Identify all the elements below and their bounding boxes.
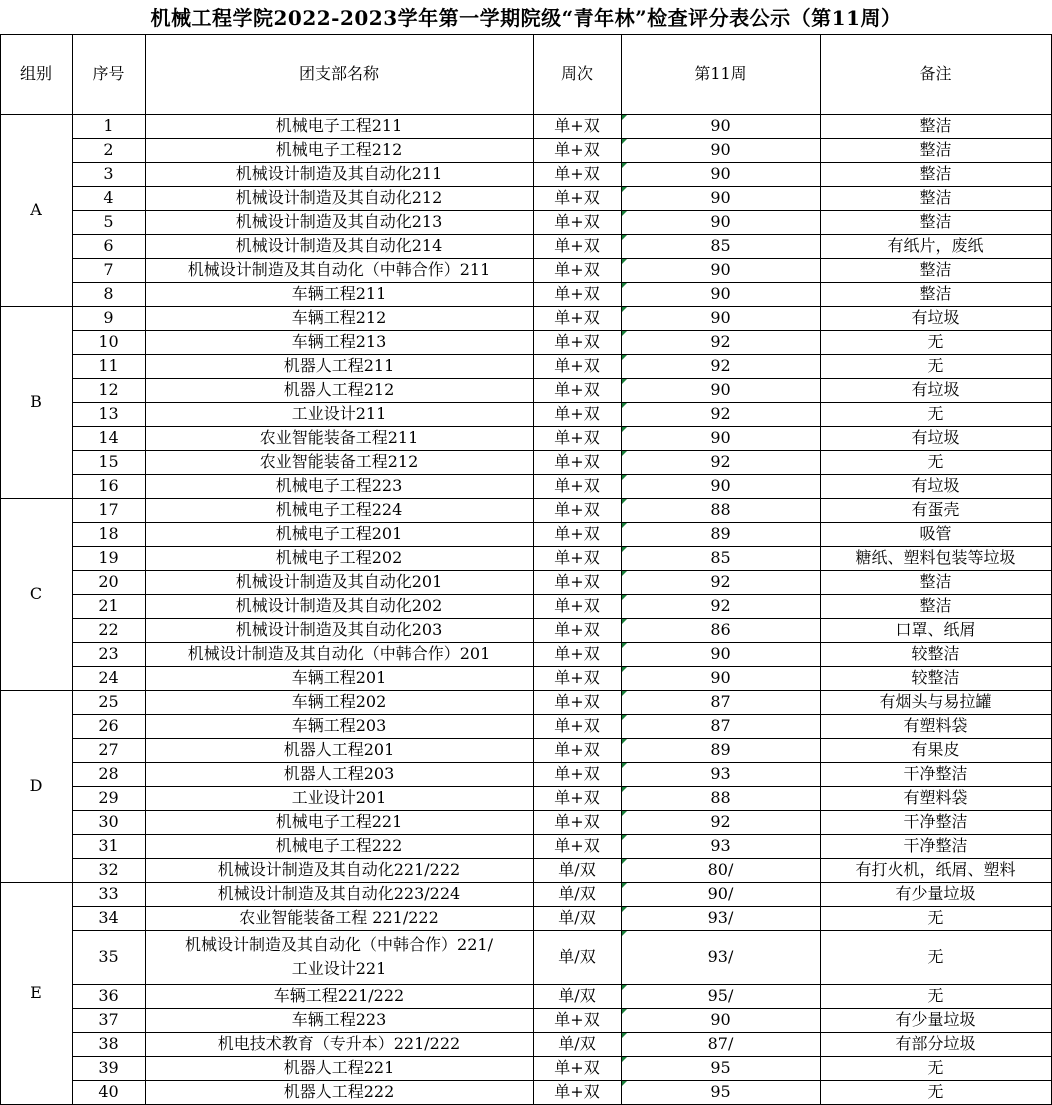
- week-type: 单+双: [554, 452, 600, 471]
- cell-indicator: [622, 283, 627, 288]
- week-type: 单+双: [554, 644, 600, 663]
- week-type: 单+双: [554, 596, 600, 615]
- row-number: 18: [98, 524, 119, 543]
- group-label: E: [30, 983, 42, 1002]
- score-week-11: 92: [710, 332, 731, 351]
- branch-name: 车辆工程223: [291, 1010, 387, 1029]
- row-number: 36: [98, 986, 119, 1005]
- row-number: 22: [98, 620, 119, 639]
- cell-indicator: [622, 523, 627, 528]
- cell-indicator: [622, 331, 627, 336]
- remark: 有垃圾: [911, 476, 960, 495]
- week-type: 单/双: [558, 986, 596, 1005]
- week-type: 单+双: [554, 260, 600, 279]
- remark: 有垃圾: [911, 308, 960, 327]
- row-number: 6: [103, 236, 114, 255]
- row-number: 26: [98, 716, 119, 735]
- remark: 糖纸、塑料包装等垃圾: [855, 548, 1016, 567]
- week-type: 单+双: [554, 212, 600, 231]
- cell-indicator: [622, 211, 627, 216]
- row-number: 32: [98, 860, 119, 879]
- score-week-11: 90: [710, 668, 731, 687]
- row-number: 34: [98, 908, 119, 927]
- row-number: 16: [98, 476, 119, 495]
- row-number: 4: [103, 188, 114, 207]
- cell-indicator: [622, 691, 627, 696]
- score-week-11: 92: [710, 452, 731, 471]
- week-type: 单+双: [554, 356, 600, 375]
- branch-name: 机械设计制造及其自动化（中韩合作）201: [187, 644, 491, 663]
- branch-name: 机械设计制造及其自动化202: [235, 596, 443, 615]
- remark: 有蛋壳: [911, 500, 960, 519]
- cell-indicator: [622, 787, 627, 792]
- remark: 无: [927, 1058, 944, 1077]
- score-week-11: 93/: [707, 908, 734, 927]
- cell-indicator: [622, 139, 627, 144]
- remark: 无: [927, 947, 944, 966]
- row-number: 12: [98, 380, 119, 399]
- week-type: 单+双: [554, 716, 600, 735]
- row-number: 10: [98, 332, 119, 351]
- score-week-11: 90: [710, 164, 731, 183]
- remark: 口罩、纸屑: [895, 620, 976, 639]
- row-number: 19: [98, 548, 119, 567]
- score-week-11: 80/: [707, 860, 734, 879]
- score-week-11: 90: [710, 284, 731, 303]
- row-number: 24: [98, 668, 119, 687]
- score-week-11: 90/: [707, 884, 734, 903]
- group-label: A: [30, 200, 42, 219]
- row-number: 9: [103, 308, 114, 327]
- week-type: 单/双: [558, 947, 596, 966]
- branch-name: 机械设计制造及其自动化（中韩合作）211: [187, 260, 491, 279]
- remark: 整洁: [919, 164, 952, 183]
- branch-name: 机械设计制造及其自动化214: [235, 236, 443, 255]
- week-type: 单+双: [554, 764, 600, 783]
- branch-name: 机械设计制造及其自动化201: [235, 572, 443, 591]
- row-number: 11: [98, 356, 119, 375]
- remark: 吸管: [919, 524, 952, 543]
- remark: 有纸片，废纸: [887, 236, 984, 255]
- branch-name: 机器人工程221: [283, 1058, 395, 1077]
- week-type: 单+双: [554, 692, 600, 711]
- grid-line: [0, 34, 1052, 35]
- cell-indicator: [622, 619, 627, 624]
- cell-indicator: [622, 499, 627, 504]
- score-week-11: 87: [710, 692, 731, 711]
- score-week-11: 90: [710, 476, 731, 495]
- score-week-11: 88: [710, 788, 731, 807]
- group-label: B: [30, 392, 42, 411]
- remark: 整洁: [919, 284, 952, 303]
- row-number: 21: [98, 596, 119, 615]
- cell-indicator: [622, 907, 627, 912]
- cell-indicator: [622, 451, 627, 456]
- week-type: 单+双: [554, 740, 600, 759]
- cell-indicator: [622, 763, 627, 768]
- week-type: 单+双: [554, 284, 600, 303]
- week-type: 单+双: [554, 668, 600, 687]
- remark: 干净整洁: [903, 764, 968, 783]
- branch-name: 机械电子工程212: [275, 140, 403, 159]
- row-number: 20: [98, 572, 119, 591]
- cell-indicator: [622, 475, 627, 480]
- branch-name: 机电技术教育（专升本）221/222: [217, 1034, 461, 1053]
- branch-name: 机器人工程203: [283, 764, 395, 783]
- branch-name: 车辆工程212: [291, 308, 387, 327]
- row-number: 14: [98, 428, 119, 447]
- score-week-11: 95/: [707, 986, 734, 1005]
- group-label: C: [29, 584, 43, 603]
- row-number: 35: [98, 947, 119, 966]
- branch-name: [145, 930, 533, 984]
- sheet-title: 机械工程学院2022-2023学年第一学期院级“青年林”检查评分表公示（第11周）: [150, 6, 902, 30]
- score-week-11: 93: [710, 764, 731, 783]
- remark: 无: [927, 356, 944, 375]
- cell-indicator: [622, 355, 627, 360]
- cell-indicator: [622, 739, 627, 744]
- grid-line: [0, 34, 1, 1104]
- cell-indicator: [622, 883, 627, 888]
- remark: 整洁: [919, 260, 952, 279]
- score-week-11: 92: [710, 812, 731, 831]
- week-type: 单/双: [558, 908, 596, 927]
- week-type: 单+双: [554, 308, 600, 327]
- cell-indicator: [622, 667, 627, 672]
- grid-line: [621, 34, 622, 1104]
- remark: 干净整洁: [903, 836, 968, 855]
- branch-name: 工业设计201: [291, 788, 387, 807]
- week-type: 单/双: [558, 1034, 596, 1053]
- score-week-11: 90: [710, 116, 731, 135]
- branch-name: 机械电子工程211: [275, 116, 403, 135]
- cell-indicator: [622, 571, 627, 576]
- branch-name: 机械电子工程221: [275, 812, 403, 831]
- grid-line: [72, 34, 73, 1104]
- week-type: 单+双: [554, 164, 600, 183]
- week-type: 单+双: [554, 140, 600, 159]
- branch-name: 机械设计制造及其自动化221/222: [217, 860, 461, 879]
- cell-indicator: [622, 163, 627, 168]
- row-number: 13: [98, 404, 119, 423]
- score-week-11: 93/: [707, 947, 734, 966]
- remark: 整洁: [919, 596, 952, 615]
- branch-name-line-1: 机械设计制造及其自动化（中韩合作）221/: [185, 935, 493, 954]
- cell-indicator: [622, 187, 627, 192]
- week-type: 单+双: [554, 1082, 600, 1101]
- branch-name: 机械电子工程222: [275, 836, 403, 855]
- remark: 无: [927, 404, 944, 423]
- week-type: 单+双: [554, 428, 600, 447]
- score-week-11: 92: [710, 356, 731, 375]
- remark: 有垃圾: [911, 380, 960, 399]
- week-type: 单+双: [554, 404, 600, 423]
- row-number: 27: [98, 740, 119, 759]
- row-number: 28: [98, 764, 119, 783]
- row-number: 40: [98, 1082, 119, 1101]
- remark: 有烟头与易拉罐: [879, 692, 992, 711]
- week-type: 单+双: [554, 116, 600, 135]
- cell-indicator: [622, 1033, 627, 1038]
- remark: 无: [927, 908, 944, 927]
- branch-name: 机械电子工程201: [275, 524, 403, 543]
- row-number: 2: [103, 140, 114, 159]
- week-type: 单+双: [554, 332, 600, 351]
- score-week-11: 90: [710, 380, 731, 399]
- score-week-11: 90: [710, 212, 731, 231]
- header-week-type: 周次: [560, 64, 593, 83]
- row-number: 5: [103, 212, 114, 231]
- group-label: D: [29, 776, 43, 795]
- remark: 有少量垃圾: [895, 1010, 976, 1029]
- score-week-11: 95: [710, 1082, 731, 1101]
- score-week-11: 90: [710, 308, 731, 327]
- branch-name: 车辆工程201: [291, 668, 387, 687]
- remark: 较整洁: [911, 668, 960, 687]
- branch-name: 车辆工程203: [291, 716, 387, 735]
- branch-name: 机器人工程211: [283, 356, 395, 375]
- remark: 无: [927, 452, 944, 471]
- week-type: 单+双: [554, 548, 600, 567]
- week-type: 单+双: [554, 476, 600, 495]
- row-number: 38: [98, 1034, 119, 1053]
- remark: 整洁: [919, 212, 952, 231]
- row-number: 25: [98, 692, 119, 711]
- row-number: 8: [103, 284, 114, 303]
- branch-name: 农业智能装备工程212: [259, 452, 419, 471]
- week-type: 单+双: [554, 188, 600, 207]
- cell-indicator: [622, 643, 627, 648]
- week-type: 单+双: [554, 380, 600, 399]
- remark: 有塑料袋: [903, 716, 968, 735]
- week-type: 单/双: [558, 860, 596, 879]
- remark: 有少量垃圾: [895, 884, 976, 903]
- score-week-11: 85: [710, 548, 731, 567]
- cell-indicator: [622, 1009, 627, 1014]
- remark: 有部分垃圾: [895, 1034, 976, 1053]
- week-type: 单+双: [554, 236, 600, 255]
- week-type: 单+双: [554, 572, 600, 591]
- cell-indicator: [622, 403, 627, 408]
- cell-indicator: [622, 427, 627, 432]
- grid-line: [820, 34, 821, 1104]
- branch-name: 机器人工程201: [283, 740, 395, 759]
- branch-name: 机械电子工程202: [275, 548, 403, 567]
- cell-indicator: [622, 931, 627, 936]
- week-type: 单+双: [554, 788, 600, 807]
- score-week-11: 87/: [707, 1034, 734, 1053]
- branch-name-line-2: 工业设计221: [291, 959, 387, 978]
- score-week-11: 92: [710, 404, 731, 423]
- row-number: 1: [103, 116, 114, 135]
- cell-indicator: [622, 235, 627, 240]
- header-no: 序号: [92, 64, 125, 83]
- remark: 干净整洁: [903, 812, 968, 831]
- row-number: 7: [103, 260, 114, 279]
- branch-name: 车辆工程202: [291, 692, 387, 711]
- branch-name: 机械设计制造及其自动化211: [235, 164, 443, 183]
- remark: 较整洁: [911, 644, 960, 663]
- cell-indicator: [622, 115, 627, 120]
- branch-name: 农业智能装备工程211: [259, 428, 419, 447]
- score-week-11: 90: [710, 428, 731, 447]
- score-week-11: 90: [710, 1010, 731, 1029]
- branch-name: 车辆工程213: [291, 332, 387, 351]
- branch-name: 机械设计制造及其自动化223/224: [217, 884, 461, 903]
- branch-name: 机器人工程212: [283, 380, 395, 399]
- score-week-11: 89: [710, 740, 731, 759]
- row-number: 33: [98, 884, 119, 903]
- week-type: 单/双: [558, 884, 596, 903]
- score-week-11: 90: [710, 140, 731, 159]
- header-branch: 团支部名称: [298, 64, 379, 83]
- week-type: 单+双: [554, 524, 600, 543]
- row-number: 3: [103, 164, 114, 183]
- remark: 无: [927, 986, 944, 1005]
- cell-indicator: [622, 379, 627, 384]
- cell-indicator: [622, 715, 627, 720]
- week-type: 单+双: [554, 620, 600, 639]
- score-week-11: 90: [710, 644, 731, 663]
- row-number: 31: [98, 836, 119, 855]
- cell-indicator: [622, 259, 627, 264]
- remark: 有果皮: [911, 740, 960, 759]
- score-week-11: 89: [710, 524, 731, 543]
- branch-name: 车辆工程211: [291, 284, 387, 303]
- remark: 无: [927, 1082, 944, 1101]
- remark: 整洁: [919, 140, 952, 159]
- week-type: 单+双: [554, 1058, 600, 1077]
- branch-name: 车辆工程221/222: [273, 986, 405, 1005]
- score-week-11: 90: [710, 188, 731, 207]
- remark: 有塑料袋: [903, 788, 968, 807]
- remark: 整洁: [919, 188, 952, 207]
- branch-name: 机器人工程222: [283, 1082, 395, 1101]
- header-week11: 第11周: [694, 64, 747, 83]
- branch-name: 机械设计制造及其自动化213: [235, 212, 443, 231]
- score-week-11: 86: [710, 620, 731, 639]
- week-type: 单+双: [554, 836, 600, 855]
- row-number: 30: [98, 812, 119, 831]
- week-type: 单+双: [554, 1010, 600, 1029]
- score-week-11: 92: [710, 572, 731, 591]
- score-week-11: 93: [710, 836, 731, 855]
- remark: 无: [927, 332, 944, 351]
- score-week-11: 92: [710, 596, 731, 615]
- remark: 有垃圾: [911, 428, 960, 447]
- row-number: 39: [98, 1058, 119, 1077]
- remark: 有打火机，纸屑、塑料: [855, 860, 1016, 879]
- cell-indicator: [622, 835, 627, 840]
- row-number: 17: [98, 500, 119, 519]
- score-week-11: 88: [710, 500, 731, 519]
- branch-name: 机械电子工程224: [275, 500, 403, 519]
- cell-indicator: [622, 985, 627, 990]
- branch-name: 机械电子工程223: [275, 476, 403, 495]
- cell-indicator: [622, 859, 627, 864]
- score-week-11: 95: [710, 1058, 731, 1077]
- remark: 整洁: [919, 572, 952, 591]
- cell-indicator: [622, 1057, 627, 1062]
- week-type: 单+双: [554, 500, 600, 519]
- score-table: [0, 34, 1052, 1104]
- row-number: 15: [98, 452, 119, 471]
- week-type: 单+双: [554, 812, 600, 831]
- cell-indicator: [622, 547, 627, 552]
- score-week-11: 87: [710, 716, 731, 735]
- grid-line: [145, 34, 146, 1104]
- row-number: 23: [98, 644, 119, 663]
- row-number: 37: [98, 1010, 119, 1029]
- branch-name: 农业智能装备工程 221/222: [239, 908, 439, 927]
- cell-indicator: [622, 1081, 627, 1086]
- remark: 整洁: [919, 116, 952, 135]
- score-week-11: 90: [710, 260, 731, 279]
- cell-indicator: [622, 307, 627, 312]
- branch-name: 机械设计制造及其自动化203: [235, 620, 443, 639]
- branch-name: 工业设计211: [291, 404, 387, 423]
- header-remark: 备注: [919, 64, 952, 83]
- header-group: 组别: [19, 64, 52, 83]
- score-week-11: 85: [710, 236, 731, 255]
- branch-name: 机械设计制造及其自动化212: [235, 188, 443, 207]
- row-number: 29: [98, 788, 119, 807]
- grid-line: [533, 34, 534, 1104]
- cell-indicator: [622, 595, 627, 600]
- cell-indicator: [622, 811, 627, 816]
